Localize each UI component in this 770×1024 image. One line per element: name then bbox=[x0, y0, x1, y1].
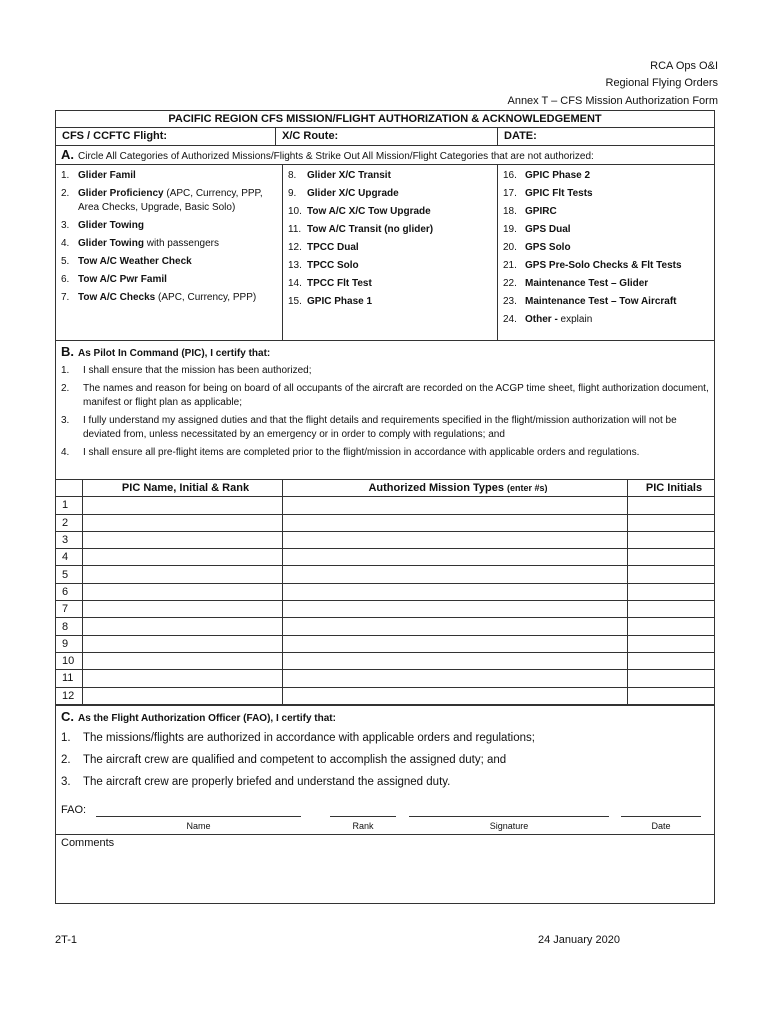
category-item[interactable] bbox=[503, 241, 714, 255]
footer-page-id: 2T-1 bbox=[55, 934, 78, 946]
pic-name-cell[interactable] bbox=[83, 497, 283, 514]
section-b-letter: B. bbox=[61, 344, 74, 359]
table-row bbox=[56, 618, 714, 635]
table-row bbox=[56, 531, 714, 548]
category-item[interactable] bbox=[503, 259, 714, 273]
category-item[interactable] bbox=[503, 205, 714, 219]
pic-initials-cell[interactable] bbox=[628, 618, 715, 635]
category-item[interactable] bbox=[288, 223, 497, 237]
category-number: 2. bbox=[61, 188, 70, 199]
table-row bbox=[56, 549, 714, 566]
category-text bbox=[307, 295, 372, 309]
category-text bbox=[525, 313, 592, 327]
category-item[interactable] bbox=[503, 169, 714, 183]
pic-name-cell[interactable] bbox=[83, 652, 283, 669]
section-a-heading bbox=[56, 146, 714, 165]
category-number: 6. bbox=[61, 274, 70, 285]
category-text bbox=[525, 205, 557, 219]
category-text bbox=[78, 187, 282, 215]
category-name: Tow A/C Weather Check bbox=[78, 256, 192, 267]
row-number: 4 bbox=[56, 549, 83, 566]
mission-types-cell[interactable] bbox=[283, 514, 628, 531]
category-text bbox=[525, 295, 677, 309]
category-item[interactable] bbox=[61, 255, 282, 269]
flight-field[interactable]: CFS / CCFTC Flight: bbox=[56, 128, 276, 145]
header-annex: Annex T – CFS Mission Authorization Form bbox=[507, 95, 718, 107]
fao-date-line[interactable] bbox=[621, 804, 701, 817]
row-number: 10 bbox=[56, 652, 83, 669]
category-text bbox=[78, 255, 192, 269]
category-name: GPIC Phase 1 bbox=[307, 296, 373, 307]
row-number: 9 bbox=[56, 635, 83, 652]
certification-number: 1. bbox=[61, 365, 70, 376]
certification-number: 2. bbox=[61, 383, 70, 394]
certification-text: The missions/flights are authorized in accordance with applicable orders and regulations; bbox=[83, 731, 535, 744]
category-number: 24. bbox=[503, 314, 517, 325]
mission-types-cell[interactable] bbox=[283, 497, 628, 514]
footer-date: 24 January 2020 bbox=[538, 934, 620, 946]
mission-types-cell[interactable] bbox=[283, 549, 628, 566]
pic-name-cell[interactable] bbox=[83, 566, 283, 583]
category-name: Maintenance Test – Glider bbox=[525, 278, 649, 289]
category-item[interactable] bbox=[288, 259, 497, 273]
certification-item bbox=[61, 382, 709, 410]
category-text bbox=[307, 259, 359, 273]
table-row bbox=[56, 635, 714, 652]
category-item[interactable] bbox=[288, 277, 497, 291]
certification-text: I shall ensure all pre-flight items are completed prior to the flight/mission in accordance with applicable orders and regulations. bbox=[83, 447, 640, 458]
pic-table bbox=[56, 480, 714, 705]
category-number: 12. bbox=[288, 242, 302, 253]
category-number: 21. bbox=[503, 260, 517, 271]
category-text bbox=[78, 237, 219, 251]
category-text bbox=[78, 219, 144, 233]
header-orders: Regional Flying Orders bbox=[605, 77, 718, 89]
category-name: GPS Pre-Solo Checks & Flt Tests bbox=[525, 260, 682, 271]
table-row bbox=[56, 601, 714, 618]
pic-name-cell[interactable] bbox=[83, 531, 283, 548]
category-name: Glider Towing bbox=[78, 220, 144, 231]
comments-box[interactable] bbox=[56, 835, 714, 903]
category-number: 11. bbox=[288, 224, 302, 235]
category-name: Glider X/C Upgrade bbox=[307, 188, 399, 199]
section-c-letter: C. bbox=[61, 708, 74, 724]
certification-text: The aircraft crew are properly briefed and understand the assigned duty. bbox=[83, 775, 451, 788]
certification-item bbox=[61, 728, 709, 748]
certification-item bbox=[61, 750, 709, 770]
category-text bbox=[307, 169, 391, 183]
category-detail: (APC, Currency, PPP, Area Checks, Upgrade, Basic Solo) bbox=[78, 188, 263, 213]
category-text bbox=[525, 259, 682, 273]
certification-item bbox=[61, 364, 709, 378]
category-text bbox=[525, 223, 571, 237]
pic-name-cell[interactable] bbox=[83, 670, 283, 687]
category-number: 18. bbox=[503, 206, 517, 217]
category-name: GPS Dual bbox=[525, 224, 571, 235]
pic-initials-cell[interactable] bbox=[628, 652, 715, 669]
category-text bbox=[307, 205, 431, 219]
row-number: 2 bbox=[56, 514, 83, 531]
category-number: 13. bbox=[288, 260, 302, 271]
fao-certifications bbox=[61, 728, 709, 792]
section-a-instruction: Circle All Categories of Authorized Missions/Flights & Strike Out All Mission/Flight Categories that are not authorized: bbox=[78, 151, 594, 162]
pic-name-cell[interactable] bbox=[83, 549, 283, 566]
category-name: Tow A/C X/C Tow Upgrade bbox=[307, 206, 431, 217]
section-b-heading bbox=[61, 344, 709, 360]
route-field[interactable]: X/C Route: bbox=[276, 128, 498, 145]
category-number: 7. bbox=[61, 292, 70, 303]
certification-number: 2. bbox=[61, 753, 71, 766]
category-detail: (APC, Currency, PPP) bbox=[155, 292, 257, 303]
category-name: Maintenance Test – Tow Aircraft bbox=[525, 296, 677, 307]
category-name: Glider X/C Transit bbox=[307, 170, 391, 181]
section-c bbox=[56, 705, 714, 835]
category-item[interactable] bbox=[503, 187, 714, 201]
category-item[interactable] bbox=[503, 313, 714, 327]
pic-initials-cell[interactable] bbox=[628, 566, 715, 583]
header-org: RCA Ops O&I bbox=[650, 60, 718, 72]
table-row bbox=[56, 687, 714, 704]
fao-name-line[interactable] bbox=[96, 804, 301, 817]
mission-types-note: (enter #s) bbox=[507, 483, 548, 494]
category-name: GPIC Phase 2 bbox=[525, 170, 591, 181]
row-number: 6 bbox=[56, 583, 83, 600]
category-text bbox=[307, 241, 359, 255]
section-c-heading bbox=[61, 710, 709, 726]
category-name: GPIC Flt Tests bbox=[525, 188, 593, 199]
fao-label: FAO: bbox=[61, 803, 87, 816]
date-label: Date bbox=[651, 820, 671, 831]
section-b bbox=[56, 341, 714, 480]
table-row bbox=[56, 652, 714, 669]
category-item[interactable] bbox=[288, 187, 497, 201]
table-row bbox=[56, 497, 714, 514]
mission-types-cell[interactable] bbox=[283, 566, 628, 583]
category-text bbox=[78, 291, 256, 305]
category-text bbox=[78, 169, 136, 183]
pic-initials-header: PIC Initials bbox=[628, 480, 715, 497]
category-item[interactable] bbox=[61, 169, 282, 183]
mission-types-cell[interactable] bbox=[283, 601, 628, 618]
category-number: 19. bbox=[503, 224, 517, 235]
category-number: 16. bbox=[503, 170, 517, 181]
category-column-1 bbox=[56, 165, 283, 340]
mission-types-cell[interactable] bbox=[283, 635, 628, 652]
pic-name-cell[interactable] bbox=[83, 618, 283, 635]
category-name: Glider Proficiency bbox=[78, 188, 164, 199]
signature-label: Signature bbox=[489, 820, 529, 831]
pic-name-cell[interactable] bbox=[83, 601, 283, 618]
row-number: 7 bbox=[56, 601, 83, 618]
certification-text: The aircraft crew are qualified and competent to accomplish the assigned duty; and bbox=[83, 753, 507, 766]
category-column-3 bbox=[498, 165, 714, 340]
category-item[interactable] bbox=[288, 169, 497, 183]
category-item[interactable] bbox=[503, 277, 714, 291]
category-name: Other - bbox=[525, 314, 558, 325]
table-row bbox=[56, 670, 714, 687]
category-text bbox=[307, 277, 372, 291]
pic-initials-cell[interactable] bbox=[628, 601, 715, 618]
category-number: 23. bbox=[503, 296, 517, 307]
mission-types-cell[interactable] bbox=[283, 618, 628, 635]
certification-number: 4. bbox=[61, 447, 70, 458]
rank-label: Rank bbox=[352, 820, 374, 831]
category-number: 5. bbox=[61, 256, 70, 267]
category-item[interactable] bbox=[288, 295, 497, 309]
category-number: 14. bbox=[288, 278, 302, 289]
category-number: 8. bbox=[288, 170, 297, 181]
category-detail: explain bbox=[557, 314, 593, 325]
category-item[interactable] bbox=[61, 291, 282, 305]
mission-types-cell[interactable] bbox=[283, 652, 628, 669]
pic-name-header: PIC Name, Initial & Rank bbox=[83, 480, 283, 497]
category-item[interactable] bbox=[288, 241, 497, 255]
category-name: Tow A/C Transit (no glider) bbox=[307, 224, 434, 235]
section-c-heading-text: As the Flight Authorization Officer (FAO), I certify that: bbox=[78, 712, 336, 724]
category-item[interactable] bbox=[503, 295, 714, 309]
category-column-2 bbox=[283, 165, 498, 340]
date-field[interactable]: DATE: bbox=[504, 130, 537, 142]
row-number: 8 bbox=[56, 618, 83, 635]
category-name: GPS Solo bbox=[525, 242, 571, 253]
pic-name-cell[interactable] bbox=[83, 514, 283, 531]
mission-types-cell[interactable] bbox=[283, 531, 628, 548]
section-a-letter: A. bbox=[61, 147, 74, 162]
category-name: GPIRC bbox=[525, 206, 557, 217]
category-name: TPCC Flt Test bbox=[307, 278, 372, 289]
category-number: 20. bbox=[503, 242, 517, 253]
pic-initials-cell[interactable] bbox=[628, 635, 715, 652]
certification-number: 3. bbox=[61, 415, 70, 426]
pic-initials-cell[interactable] bbox=[628, 670, 715, 687]
pic-initials-cell[interactable] bbox=[628, 497, 715, 514]
category-number: 4. bbox=[61, 238, 70, 249]
certification-text: I shall ensure that the mission has been authorized; bbox=[83, 365, 312, 376]
category-number: 3. bbox=[61, 220, 70, 231]
form-title: PACIFIC REGION CFS MISSION/FLIGHT AUTHORIZATION & ACKNOWLEDGEMENT bbox=[56, 111, 714, 128]
category-list bbox=[56, 165, 714, 341]
category-number: 10. bbox=[288, 206, 302, 217]
category-detail: with passengers bbox=[143, 238, 219, 249]
category-text bbox=[525, 241, 571, 255]
pic-initials-cell[interactable] bbox=[628, 514, 715, 531]
certification-number: 1. bbox=[61, 731, 71, 744]
certification-text: I fully understand my assigned duties and that the flight details and requirements specified in the flight/mission authorization will not be deviated from, unless necessitated by an emergency or in order to comply with regulations; and bbox=[83, 415, 677, 440]
certification-item bbox=[61, 414, 709, 442]
category-text bbox=[525, 187, 593, 201]
mission-types-label: Authorized Mission Types bbox=[368, 482, 504, 495]
comments-label: Comments bbox=[61, 836, 115, 849]
row-number: 1 bbox=[56, 497, 83, 514]
category-name: TPCC Solo bbox=[307, 260, 359, 271]
category-item[interactable] bbox=[61, 187, 282, 215]
category-name: Glider Towing bbox=[78, 238, 144, 249]
fao-rank-line[interactable] bbox=[330, 804, 396, 817]
category-name: Glider Famil bbox=[78, 170, 136, 181]
pic-name-cell[interactable] bbox=[83, 687, 283, 704]
category-number: 15. bbox=[288, 296, 302, 307]
category-name: Tow A/C Checks bbox=[78, 292, 156, 303]
certification-item bbox=[61, 446, 709, 460]
category-text bbox=[307, 187, 399, 201]
category-text bbox=[307, 223, 433, 237]
category-number: 17. bbox=[503, 188, 517, 199]
mission-types-header bbox=[283, 480, 628, 497]
category-item[interactable] bbox=[61, 219, 282, 233]
pic-certifications bbox=[61, 364, 709, 460]
category-item[interactable] bbox=[288, 205, 497, 219]
pic-initials-cell[interactable] bbox=[628, 687, 715, 704]
pic-initials-cell[interactable] bbox=[628, 531, 715, 548]
pic-initials-cell[interactable] bbox=[628, 549, 715, 566]
table-row bbox=[56, 514, 714, 531]
mission-types-cell[interactable] bbox=[283, 583, 628, 600]
category-item[interactable] bbox=[61, 273, 282, 287]
section-b-heading-text: As Pilot In Command (PIC), I certify that: bbox=[78, 348, 271, 359]
authorization-form bbox=[55, 110, 715, 904]
info-row bbox=[56, 128, 714, 146]
category-name: Tow A/C Pwr Famil bbox=[78, 274, 167, 285]
category-text bbox=[78, 273, 167, 287]
category-name: TPCC Dual bbox=[307, 242, 359, 253]
name-label: Name bbox=[186, 820, 211, 831]
pic-initials-cell[interactable] bbox=[628, 583, 715, 600]
row-number: 11 bbox=[56, 670, 83, 687]
category-text bbox=[525, 277, 648, 291]
table-row bbox=[56, 566, 714, 583]
table-row bbox=[56, 583, 714, 600]
row-number: 12 bbox=[56, 687, 83, 704]
category-item[interactable] bbox=[61, 237, 282, 251]
category-number: 9. bbox=[288, 188, 297, 199]
certification-item bbox=[61, 772, 709, 792]
certification-text: The names and reason for being on board of all occupants of the aircraft are recorded on the ACGP time sheet, flight authorization document, manifest or flight plan as applicable; bbox=[83, 383, 709, 408]
mission-types-cell[interactable] bbox=[283, 687, 628, 704]
certification-number: 3. bbox=[61, 775, 71, 788]
row-number-header bbox=[56, 480, 83, 497]
pic-name-cell[interactable] bbox=[83, 583, 283, 600]
row-number: 5 bbox=[56, 566, 83, 583]
category-number: 1. bbox=[61, 170, 70, 181]
category-number: 22. bbox=[503, 278, 517, 289]
pic-name-cell[interactable] bbox=[83, 635, 283, 652]
row-number: 3 bbox=[56, 531, 83, 548]
fao-signature-line[interactable] bbox=[409, 804, 609, 817]
mission-types-cell[interactable] bbox=[283, 670, 628, 687]
category-text bbox=[525, 169, 590, 183]
category-item[interactable] bbox=[503, 223, 714, 237]
